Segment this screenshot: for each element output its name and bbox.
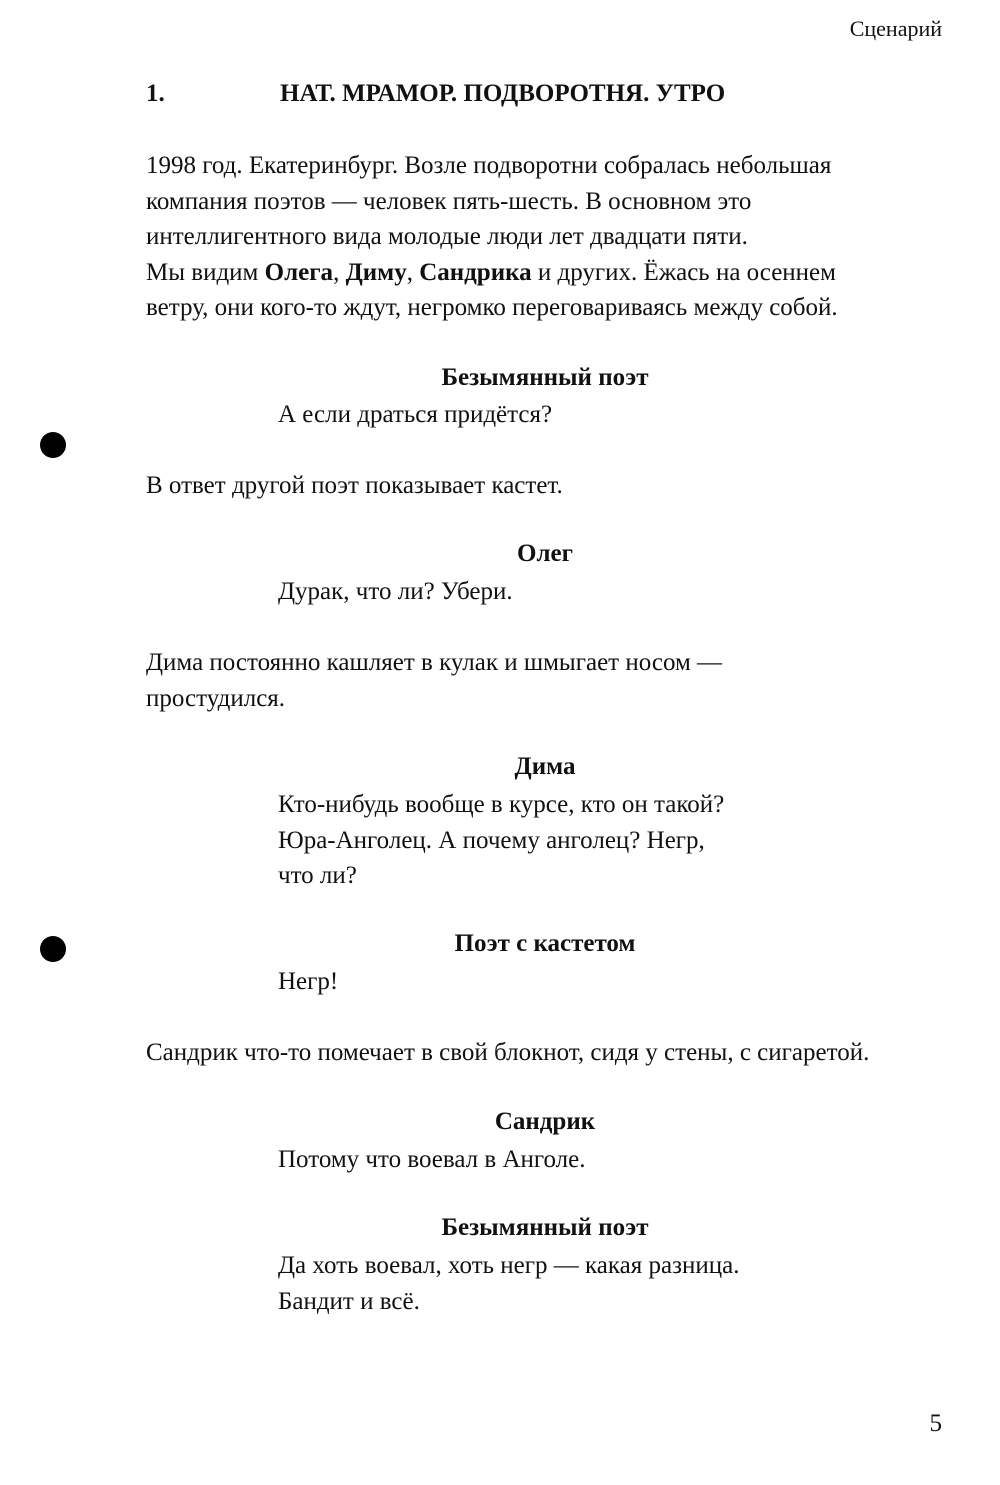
character-mention-dima: Диму [345, 258, 407, 286]
character-mention-oleg: Олега [264, 258, 334, 286]
dialogue [278, 397, 898, 433]
intro-line: интеллигентного вида молодые люди лет двадцати пяти. [146, 223, 748, 250]
intro-separator: , [406, 258, 420, 286]
character-mention-sandrik: Сандрика [419, 258, 532, 286]
intro-separator: , [333, 258, 346, 286]
intro-line: компания поэтов — человек пять-шесть. В основном это [146, 187, 752, 215]
dialogue-line: что ли? [278, 862, 357, 889]
intro-text: Мы видим [146, 258, 265, 286]
character-name: Безымянный поэт [441, 364, 649, 391]
dialogue-line: А если драться придётся? [278, 401, 553, 428]
intro-line: 1998 год. Екатеринбург. Возле подворотни собралась небольшая [146, 152, 832, 179]
dialogue [278, 787, 898, 894]
character-name: Олег [517, 540, 573, 567]
dialogue-line: Юра-Анголец. А почему анголец? Негр, [278, 826, 705, 854]
dialogue-line: Негр! [278, 968, 339, 995]
dialogue [278, 1248, 898, 1319]
scene-number: 1. [146, 80, 165, 107]
action-line [146, 468, 966, 504]
running-title: Сценарий [849, 16, 942, 41]
binder-hole-icon [40, 432, 66, 458]
action-line [146, 1035, 966, 1071]
action-text: В ответ другой поэт показывает кастет. [146, 472, 563, 499]
dialogue-line: Кто-нибудь вообще в курсе, кто он такой? [278, 791, 725, 818]
action-line [146, 645, 966, 716]
intro-line [146, 255, 966, 291]
dialogue [278, 1142, 898, 1178]
dialogue-line: Бандит и всё. [278, 1287, 420, 1315]
intro-text: и других. Ёжась на осеннем [531, 258, 836, 286]
dialogue-line: Дурак, что ли? Убери. [278, 578, 513, 605]
intro-line: ветру, они кого-то ждут, негромко переговариваясь между собой. [146, 294, 838, 321]
binder-hole-icon [40, 936, 66, 962]
action-text: Дима постоянно кашляет в кулак и шмыгает носом — [146, 649, 723, 676]
intro-action [146, 148, 966, 326]
character-name: Дима [514, 753, 576, 780]
page-number: 5 [929, 1410, 942, 1437]
dialogue-line: Потому что воевал в Анголе. [278, 1146, 586, 1173]
character-name: Поэт с кастетом [454, 930, 636, 957]
action-text: Сандрик что-то помечает в свой блокнот, сидя у стены, с сигаретой. [146, 1039, 870, 1066]
action-text: простудился. [146, 684, 286, 712]
character-name: Безымянный поэт [441, 1214, 649, 1241]
character-name: Сандрик [494, 1108, 596, 1135]
dialogue [278, 964, 898, 1000]
dialogue-line: Да хоть воевал, хоть негр — какая разница. [278, 1252, 740, 1279]
dialogue [278, 574, 898, 610]
scene-heading: НАТ. МРАМОР. ПОДВОРОТНЯ. УТРО [280, 80, 726, 107]
